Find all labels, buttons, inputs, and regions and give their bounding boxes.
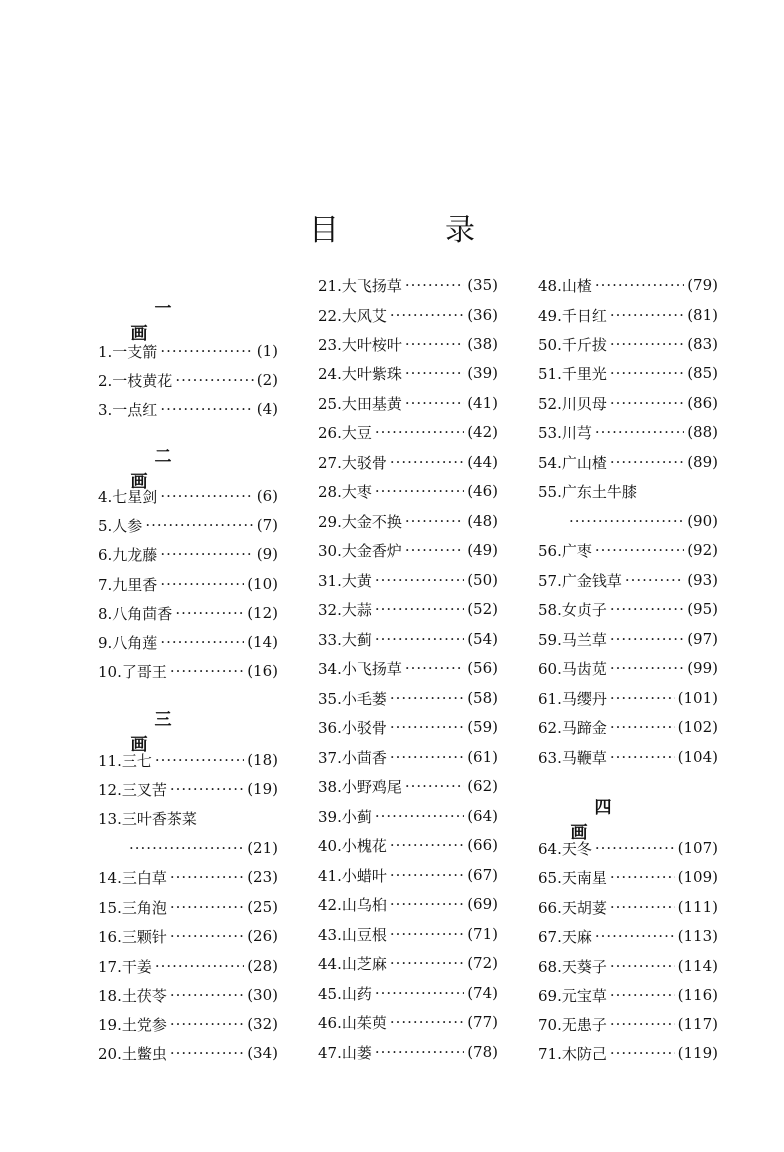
toc-entry[interactable] [318, 302, 498, 328]
leader-dots [405, 364, 464, 382]
leader-dots [175, 371, 253, 389]
entry-page: (72) [467, 954, 498, 972]
toc-entry[interactable] [98, 923, 278, 949]
entry-title: 26.大豆 [318, 423, 372, 442]
toc-entry[interactable] [538, 1040, 718, 1066]
toc-entry[interactable] [538, 331, 718, 357]
toc-entry[interactable] [538, 272, 718, 298]
toc-entry[interactable] [318, 803, 498, 829]
entry-page: (61) [467, 748, 498, 766]
section-heading: 四画 [570, 798, 660, 843]
toc-entry[interactable] [538, 449, 718, 475]
entry-title: 56.广枣 [538, 541, 592, 560]
entry-title: 3.一点红 [98, 400, 158, 419]
entry-page: (41) [467, 394, 498, 412]
leader-dots [610, 364, 684, 382]
entry-title: 45.山药 [318, 984, 372, 1003]
entry-page: (81) [687, 306, 718, 324]
leader-dots [160, 545, 253, 563]
entry-page: (58) [467, 689, 498, 707]
entry-title: 47.山蒌 [318, 1043, 372, 1062]
entry-title: 40.小槐花 [318, 836, 387, 855]
leader-dots [170, 898, 244, 916]
leader-dots [610, 957, 675, 975]
entry-page: (14) [247, 633, 278, 651]
entry-page: (59) [467, 718, 498, 736]
toc-entry[interactable] [538, 626, 718, 652]
toc-entry[interactable] [538, 1011, 718, 1037]
toc-entry[interactable] [98, 747, 278, 773]
entry-page: (71) [467, 925, 498, 943]
leader-dots [170, 927, 244, 945]
entry-title: 63.马鞭草 [538, 748, 607, 767]
leader-dots [569, 512, 684, 530]
leader-dots [170, 986, 244, 1004]
leader-dots [375, 571, 464, 589]
leader-dots [390, 306, 464, 324]
entry-page: (119) [677, 1044, 718, 1062]
entry-title: 4.七星剑 [98, 487, 158, 506]
leader-dots [610, 453, 684, 471]
entry-page: (10) [247, 575, 278, 593]
entry-page: (38) [467, 335, 498, 353]
entry-page: (19) [247, 780, 278, 798]
leader-dots [145, 516, 253, 534]
toc-entry[interactable] [538, 302, 718, 328]
leader-dots [610, 868, 675, 886]
leader-dots [595, 276, 684, 294]
toc-entry[interactable] [318, 832, 498, 858]
leader-dots [595, 423, 684, 441]
entry-title: 51.千里光 [538, 364, 607, 383]
entry-page: (18) [247, 751, 278, 769]
entry-title: 44.山芝麻 [318, 954, 387, 973]
entry-title: 66.天胡荽 [538, 898, 607, 917]
entry-title: 22.大风艾 [318, 306, 387, 325]
entry-title: 31.大黄 [318, 571, 372, 590]
entry-page: (32) [247, 1015, 278, 1033]
toc-entry[interactable] [98, 512, 278, 538]
toc-entry[interactable] [318, 596, 498, 622]
entry-page: (89) [687, 453, 718, 471]
toc-entry[interactable] [98, 483, 278, 509]
entry-page: (16) [247, 662, 278, 680]
toc-entry[interactable] [538, 537, 718, 563]
toc-entry[interactable] [98, 953, 278, 979]
entry-page: (42) [467, 423, 498, 441]
entry-page: (36) [467, 306, 498, 324]
entry-page: (50) [467, 571, 498, 589]
entry-page: (111) [677, 898, 718, 916]
leader-dots [610, 394, 684, 412]
leader-dots [405, 394, 464, 412]
entry-page: (117) [677, 1015, 718, 1033]
leader-dots [610, 335, 684, 353]
toc-entry[interactable] [538, 894, 718, 920]
toc-entry[interactable] [538, 478, 718, 504]
entry-page: (109) [677, 868, 718, 886]
entry-title: 58.女贞子 [538, 600, 607, 619]
entry-title: 10.了哥王 [98, 662, 167, 681]
entry-page: (48) [467, 512, 498, 530]
leader-dots [405, 777, 464, 795]
toc-entry[interactable] [318, 272, 498, 298]
entry-title: 12.三叉苦 [98, 780, 167, 799]
toc-entry[interactable] [98, 1011, 278, 1037]
toc-entry[interactable] [98, 982, 278, 1008]
entry-page: (64) [467, 807, 498, 825]
entry-title: 8.八角茴香 [98, 604, 173, 623]
toc-entry[interactable] [98, 658, 278, 684]
leader-dots [610, 718, 675, 736]
entry-title: 37.小茴香 [318, 748, 387, 767]
entry-page: (6) [256, 487, 278, 505]
entry-page: (56) [467, 659, 498, 677]
leader-dots [375, 630, 464, 648]
leader-dots [595, 839, 675, 857]
leader-dots [610, 748, 675, 766]
leader-dots [155, 957, 244, 975]
entry-page: (102) [677, 718, 718, 736]
toc-entry[interactable] [538, 390, 718, 416]
toc-entry[interactable] [318, 478, 498, 504]
entry-page: (44) [467, 453, 498, 471]
entry-page: (9) [256, 545, 278, 563]
leader-dots [160, 342, 253, 360]
leader-dots [375, 984, 464, 1002]
entry-page: (21) [247, 839, 278, 857]
entry-page: (101) [677, 689, 718, 707]
leader-dots [390, 689, 464, 707]
entry-page: (90) [687, 512, 718, 530]
entry-title: 38.小野鸡尾 [318, 777, 402, 796]
leader-dots [390, 895, 464, 913]
entry-page: (67) [467, 866, 498, 884]
leader-dots [390, 954, 464, 972]
toc-entry[interactable] [98, 396, 278, 422]
entry-page: (46) [467, 482, 498, 500]
entry-page: (4) [256, 400, 278, 418]
entry-title: 23.大叶桉叶 [318, 335, 402, 354]
entry-page: (26) [247, 927, 278, 945]
entry-page: (74) [467, 984, 498, 1002]
toc-entry[interactable] [538, 714, 718, 740]
entry-page: (7) [256, 516, 278, 534]
entry-title: 36.小驳骨 [318, 718, 387, 737]
entry-title: 35.小毛蒌 [318, 689, 387, 708]
entry-title: 16.三颗针 [98, 927, 167, 946]
leader-dots [375, 600, 464, 618]
leader-dots [405, 512, 464, 530]
leader-dots [610, 1044, 675, 1062]
toc-entry[interactable] [538, 982, 718, 1008]
toc-entry[interactable] [98, 367, 278, 393]
leader-dots [170, 868, 244, 886]
leader-dots [390, 718, 464, 736]
leader-dots [375, 1043, 464, 1061]
entry-title: 69.元宝草 [538, 986, 607, 1005]
toc-entry[interactable] [318, 773, 498, 799]
entry-title: 14.三白草 [98, 868, 167, 887]
entry-page: (28) [247, 957, 278, 975]
toc-entry[interactable] [538, 419, 718, 445]
entry-title: 5.人参 [98, 516, 143, 535]
entry-title: 20.土鳖虫 [98, 1044, 167, 1063]
toc-entry[interactable] [538, 835, 718, 861]
entry-page: (34) [247, 1044, 278, 1062]
leader-dots [390, 748, 464, 766]
toc-entry[interactable] [538, 923, 718, 949]
leader-dots [160, 633, 244, 651]
leader-dots [595, 541, 684, 559]
entry-page: (85) [687, 364, 718, 382]
entry-page: (39) [467, 364, 498, 382]
leader-dots [390, 925, 464, 943]
entry-page: (116) [677, 986, 718, 1004]
leader-dots [375, 482, 464, 500]
entry-page: (107) [677, 839, 718, 857]
entry-page: (97) [687, 630, 718, 648]
entry-page: (95) [687, 600, 718, 618]
entry-title: 2.一枝黄花 [98, 371, 173, 390]
entry-title: 33.大蓟 [318, 630, 372, 649]
toc-entry-continuation[interactable] [98, 835, 278, 861]
toc-entry[interactable] [318, 1039, 498, 1065]
leader-dots [170, 780, 244, 798]
toc-entry[interactable] [98, 776, 278, 802]
entry-page: (104) [677, 748, 718, 766]
leader-dots [170, 1044, 244, 1062]
toc-entry[interactable] [98, 805, 278, 831]
entry-title: 34.小飞扬草 [318, 659, 402, 678]
toc-entry[interactable] [538, 596, 718, 622]
entry-page: (114) [677, 957, 718, 975]
toc-entry[interactable] [538, 864, 718, 890]
leader-dots [170, 1015, 244, 1033]
toc-entry[interactable] [538, 953, 718, 979]
entry-title: 55.广东土牛膝 [538, 482, 637, 501]
toc-entry[interactable] [538, 744, 718, 770]
toc-entry[interactable] [318, 537, 498, 563]
entry-page: (86) [687, 394, 718, 412]
entry-title: 48.山楂 [538, 276, 592, 295]
entry-page: (99) [687, 659, 718, 677]
toc-entry-continuation[interactable] [538, 508, 718, 534]
leader-dots [610, 689, 675, 707]
section-heading: 二画 [130, 447, 220, 492]
toc-entry[interactable] [318, 419, 498, 445]
entry-title: 54.广山楂 [538, 453, 607, 472]
leader-dots [405, 659, 464, 677]
section-heading: 三画 [130, 710, 220, 755]
entry-page: (62) [467, 777, 498, 795]
entry-title: 24.大叶紫珠 [318, 364, 402, 383]
leader-dots [160, 400, 253, 418]
entry-page: (79) [687, 276, 718, 294]
leader-dots [155, 751, 244, 769]
leader-dots [405, 541, 464, 559]
leader-dots [160, 487, 253, 505]
entry-page: (12) [247, 604, 278, 622]
leader-dots [625, 571, 684, 589]
toc-entry[interactable] [538, 655, 718, 681]
leader-dots [595, 927, 675, 945]
leader-dots [610, 306, 684, 324]
leader-dots [405, 276, 464, 294]
entry-page: (23) [247, 868, 278, 886]
entry-title: 1.一支箭 [98, 342, 158, 361]
toc-entry[interactable] [318, 1009, 498, 1035]
entry-page: (1) [256, 342, 278, 360]
entry-title: 60.马齿苋 [538, 659, 607, 678]
toc-entry[interactable] [318, 980, 498, 1006]
toc-entry[interactable] [98, 338, 278, 364]
entry-title: 32.大蒜 [318, 600, 372, 619]
toc-entry[interactable] [98, 541, 278, 567]
entry-page: (113) [677, 927, 718, 945]
entry-title: 15.三角泡 [98, 898, 167, 917]
page-title: 目 录 [309, 213, 513, 248]
entry-title: 43.山豆根 [318, 925, 387, 944]
leader-dots [129, 839, 244, 857]
entry-page: (88) [687, 423, 718, 441]
leader-dots [610, 898, 675, 916]
leader-dots [390, 1013, 464, 1031]
entry-title: 62.马蹄金 [538, 718, 607, 737]
entry-title: 27.大驳骨 [318, 453, 387, 472]
entry-page: (83) [687, 335, 718, 353]
entry-title: 7.九里香 [98, 575, 158, 594]
leader-dots [390, 836, 464, 854]
entry-title: 18.土茯苓 [98, 986, 167, 1005]
entry-page: (77) [467, 1013, 498, 1031]
entry-title: 25.大田基黄 [318, 394, 402, 413]
toc-entry[interactable] [318, 950, 498, 976]
toc-entry[interactable] [318, 390, 498, 416]
entry-page: (78) [467, 1043, 498, 1061]
entry-page: (52) [467, 600, 498, 618]
entry-title: 70.无患子 [538, 1015, 607, 1034]
leader-dots [160, 575, 244, 593]
entry-title: 13.三叶香茶菜 [98, 809, 197, 828]
toc-entry[interactable] [318, 449, 498, 475]
toc-entry[interactable] [98, 864, 278, 890]
entry-page: (49) [467, 541, 498, 559]
entry-title: 52.川贝母 [538, 394, 607, 413]
leader-dots [405, 335, 464, 353]
entry-title: 67.天麻 [538, 927, 592, 946]
entry-page: (69) [467, 895, 498, 913]
toc-entry[interactable] [538, 360, 718, 386]
entry-page: (93) [687, 571, 718, 589]
entry-title: 9.八角莲 [98, 633, 158, 652]
entry-title: 28.大枣 [318, 482, 372, 501]
toc-entry[interactable] [98, 629, 278, 655]
entry-title: 57.广金钱草 [538, 571, 622, 590]
toc-entry[interactable] [318, 626, 498, 652]
toc-entry[interactable] [318, 508, 498, 534]
toc-entry[interactable] [318, 891, 498, 917]
entry-title: 64.天冬 [538, 839, 592, 858]
entry-title: 50.千斤拔 [538, 335, 607, 354]
entry-title: 29.大金不换 [318, 512, 402, 531]
entry-title: 17.干姜 [98, 957, 152, 976]
entry-page: (54) [467, 630, 498, 648]
entry-title: 46.山茱萸 [318, 1013, 387, 1032]
entry-page: (25) [247, 898, 278, 916]
leader-dots [170, 662, 244, 680]
toc-entry[interactable] [318, 567, 498, 593]
toc-entry[interactable] [538, 685, 718, 711]
entry-title: 21.大飞扬草 [318, 276, 402, 295]
entry-title: 65.天南星 [538, 868, 607, 887]
entry-title: 68.天葵子 [538, 957, 607, 976]
entry-title: 6.九龙藤 [98, 545, 158, 564]
leader-dots [610, 600, 684, 618]
entry-title: 59.马兰草 [538, 630, 607, 649]
entry-title: 19.土党参 [98, 1015, 167, 1034]
leader-dots [375, 807, 464, 825]
entry-title: 71.木防己 [538, 1044, 607, 1063]
toc-entry[interactable] [98, 571, 278, 597]
leader-dots [610, 1015, 675, 1033]
toc-entry[interactable] [98, 1040, 278, 1066]
toc-entry[interactable] [318, 685, 498, 711]
toc-entry[interactable] [318, 655, 498, 681]
entry-page: (2) [256, 371, 278, 389]
toc-entry[interactable] [98, 600, 278, 626]
entry-title: 30.大金香炉 [318, 541, 402, 560]
toc-entry[interactable] [318, 360, 498, 386]
entry-title: 49.千日红 [538, 306, 607, 325]
entry-title: 53.川芎 [538, 423, 592, 442]
leader-dots [610, 659, 684, 677]
entry-page: (35) [467, 276, 498, 294]
toc-entry[interactable] [318, 862, 498, 888]
entry-page: (92) [687, 541, 718, 559]
entry-title: 42.山乌桕 [318, 895, 387, 914]
leader-dots [390, 453, 464, 471]
section-heading: 一画 [130, 299, 220, 344]
toc-entry[interactable] [318, 714, 498, 740]
leader-dots [610, 986, 675, 1004]
entry-title: 41.小蜡叶 [318, 866, 387, 885]
entry-page: (30) [247, 986, 278, 1004]
leader-dots [175, 604, 244, 622]
entry-title: 11.三七 [98, 751, 152, 770]
toc-entry[interactable] [318, 744, 498, 770]
toc-entry[interactable] [538, 567, 718, 593]
leader-dots [375, 423, 464, 441]
leader-dots [390, 866, 464, 884]
entry-page: (66) [467, 836, 498, 854]
toc-entry[interactable] [318, 921, 498, 947]
leader-dots [610, 630, 684, 648]
toc-entry[interactable] [318, 331, 498, 357]
toc-entry[interactable] [98, 894, 278, 920]
entry-title: 61.马缨丹 [538, 689, 607, 708]
entry-title: 39.小蓟 [318, 807, 372, 826]
